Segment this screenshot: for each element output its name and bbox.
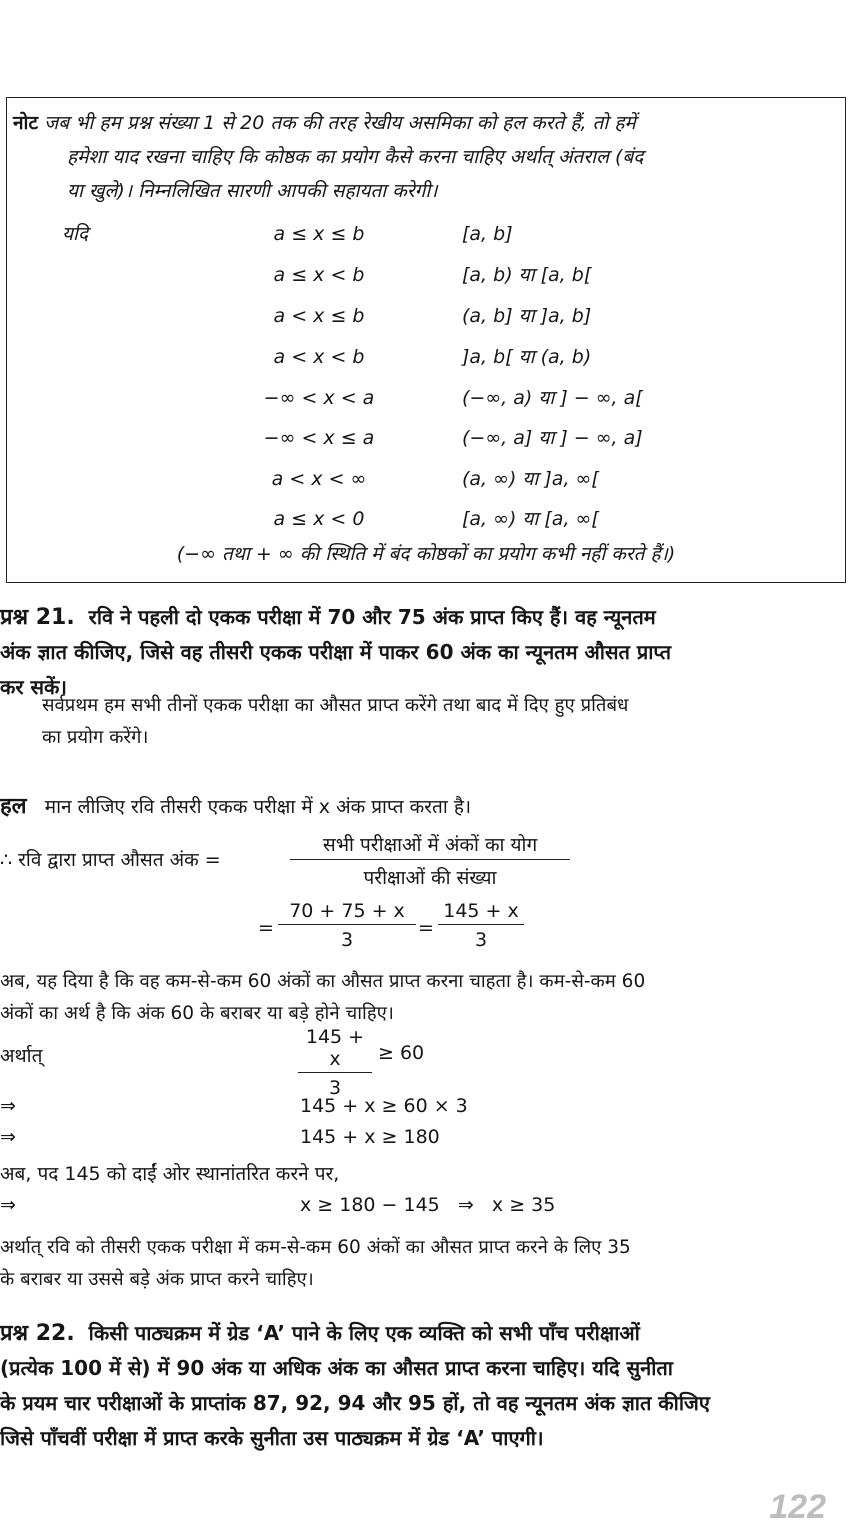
step-3: x ≥ 180 − 145 ⇒ x ≥ 35 — [300, 1194, 556, 1216]
question-22-label: प्रश्न 22. — [0, 1321, 75, 1346]
note-footer: (−∞ तथा + ∞ की स्थिति में बंद कोष्ठकों का प्रयोग कभी नहीं करते हैं।) — [176, 543, 676, 565]
note-box — [6, 97, 846, 583]
inequality-denominator: 3 — [328, 1077, 342, 1099]
table-ineq: a < x < ∞ — [271, 468, 367, 490]
conclusion — [0, 1232, 852, 1296]
arthat-label: अर्थात् — [0, 1045, 43, 1067]
frac1-numerator: 70 + 75 + x — [278, 900, 416, 925]
paragraph-average-condition — [0, 966, 852, 1030]
frac2-numerator: 145 + x — [438, 900, 524, 925]
inequality-numerator: 145 + x — [298, 1026, 372, 1073]
equals-sign: = — [418, 917, 434, 939]
step-1: 145 + x ≥ 60 × 3 — [300, 1095, 468, 1117]
fraction-70-75-x — [278, 900, 416, 951]
question-22-line-1: किसी पाठ्यक्रम में ग्रेड ‘A’ पाने के लिए एक व्यक्ति को सभी पाँच परीक्षाओं — [88, 1321, 640, 1345]
note-if-word: यदि — [62, 223, 89, 245]
table-ineq: −∞ < x < a — [263, 387, 375, 409]
note-line-2: हमेशा याद रखना चाहिए कि कोष्ठक का प्रयोग कैसे करना चाहिए अर्थात् अंतराल (बंद — [67, 146, 644, 168]
hint-text — [42, 690, 852, 754]
implies-symbol: ⇒ — [0, 1095, 16, 1117]
table-interval: (a, b] या ]a, b] — [462, 305, 592, 327]
question-21-line-2: अंक ज्ञात कीजिए, जिसे वह तीसरी एकक परीक्षा में पाकर 60 अंक का न्यूनतम औसत प्राप्त — [0, 640, 671, 664]
table-ineq: a ≤ x < b — [273, 264, 365, 286]
step-2: 145 + x ≥ 180 — [300, 1126, 440, 1148]
hint-line-1: सर्वप्रथम हम सभी तीनों एकक परीक्षा का औसत प्राप्त करेंगे तथा बाद में दिए हुए प्रतिबंध — [42, 695, 629, 716]
inequality-fraction — [298, 1026, 372, 1099]
question-22-line-4: जिसे पाँचवीं परीक्षा में प्राप्त करके सुनीता उस पाठ्यक्रम में ग्रेड ‘A’ पाएगी। — [0, 1426, 544, 1450]
equals-sign: = — [258, 917, 274, 939]
average-numerator: सभी परीक्षाओं में अंकों का योग — [290, 831, 570, 860]
question-22-line-2: (प्रत्येक 100 में से) में 90 अंक या अधिक अंक का औसत प्राप्त करना चाहिए। यदि सुनीता — [0, 1356, 673, 1380]
table-interval: [a, b] — [462, 223, 513, 245]
solution-label: हल — [0, 794, 27, 819]
paragraph-transpose: अब, पद 145 को दाईं ओर स्थानांतरित करने पर, — [0, 1163, 340, 1185]
conclusion-line-2: के बराबर या उससे बड़े अंक प्राप्त करने चाहिए। — [0, 1269, 314, 1290]
paragraph-line-1: अब, यह दिया है कि वह कम-से-कम 60 अंकों का औसत प्राप्त करना चाहता है। कम-से-कम 60 — [0, 971, 646, 992]
conclusion-line-1: अर्थात् रवि को तीसरी एकक परीक्षा में कम-से-कम 60 अंकों का औसत प्राप्त करने के लिए 35 — [0, 1237, 631, 1258]
note-line-3: या खुले)। निम्नलिखित सारणी आपकी सहायता करेगी। — [67, 180, 438, 202]
fraction-145-x — [438, 900, 524, 951]
table-interval: (−∞, a) या ] − ∞, a[ — [462, 387, 643, 409]
table-ineq: a ≤ x < 0 — [273, 508, 365, 530]
question-21-label: प्रश्न 21. — [0, 605, 75, 630]
question-22 — [0, 1316, 854, 1456]
note-intro — [13, 106, 839, 208]
frac2-denominator: 3 — [474, 929, 488, 951]
note-label: नोट — [13, 112, 39, 134]
solution-text: मान लीजिए रवि तीसरी एकक परीक्षा में x अंक प्राप्त करता है। — [44, 796, 472, 818]
table-ineq: −∞ < x ≤ a — [263, 427, 375, 449]
average-lhs: ∴ रवि द्वारा प्राप्त औसत अंक = — [0, 849, 221, 871]
paragraph-line-2: अंकों का अर्थ है कि अंक 60 के बराबर या बड़े होने चाहिए। — [0, 1003, 394, 1024]
average-denominator: परीक्षाओं की संख्या — [363, 867, 497, 889]
question-22-line-3: के प्रयम चार परीक्षाओं के प्राप्तांक 87, 92, 94 और 95 हों, तो वह न्यूनतम अंक ज्ञात कीजिए — [0, 1391, 710, 1415]
question-21-line-1: रवि ने पहली दो एकक परीक्षा में 70 और 75 अंक प्राप्त किए हैं। वह न्यूनतम — [88, 605, 656, 629]
average-fraction — [290, 831, 570, 890]
implies-symbol: ⇒ — [0, 1126, 16, 1148]
table-interval: (a, ∞) या ]a, ∞[ — [462, 468, 599, 490]
solution-intro — [0, 790, 471, 820]
table-interval: [a, b) या [a, b[ — [462, 264, 592, 286]
table-ineq: a < x < b — [273, 346, 365, 368]
note-line-1: जब भी हम प्रश्न संख्या 1 से 20 तक की तरह रेखीय असमिका को हल करते हैं, तो हमें — [44, 112, 636, 134]
hint-line-2: का प्रयोग करेंगे। — [42, 727, 149, 748]
inequality-rhs: ≥ 60 — [378, 1042, 425, 1064]
question-21-line-3: कर सकें। — [0, 675, 67, 699]
table-interval: ]a, b[ या (a, b) — [462, 346, 592, 368]
table-interval: [a, ∞) या [a, ∞[ — [462, 508, 599, 530]
page-number: 122 — [769, 1488, 826, 1526]
frac1-denominator: 3 — [340, 929, 354, 951]
table-ineq: a ≤ x ≤ b — [273, 223, 365, 245]
table-ineq: a < x ≤ b — [273, 305, 365, 327]
implies-symbol: ⇒ — [0, 1194, 16, 1216]
table-interval: (−∞, a] या ] − ∞, a] — [462, 427, 643, 449]
